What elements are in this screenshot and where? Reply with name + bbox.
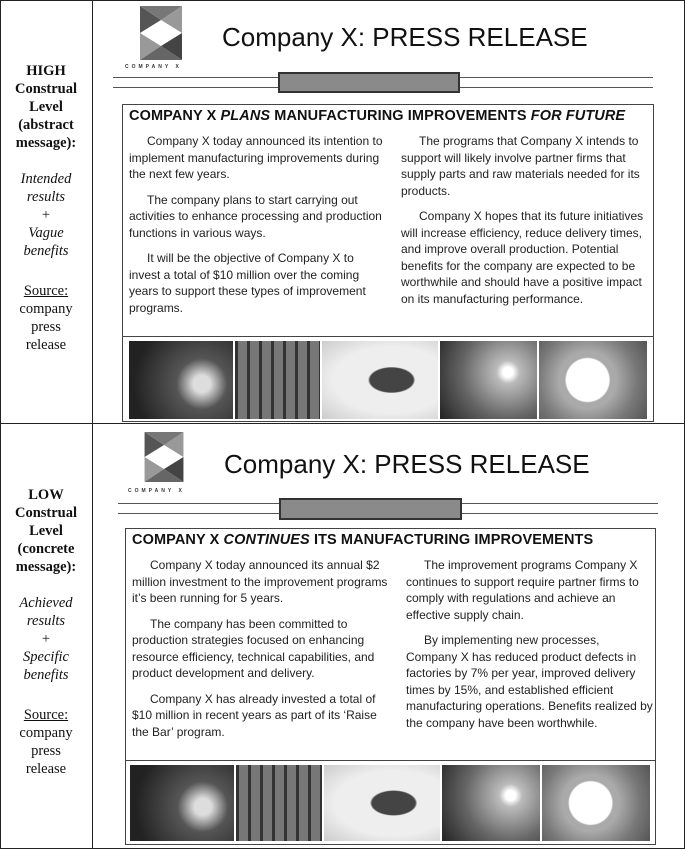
desc-line: Specific bbox=[23, 649, 69, 665]
construal-level-label bbox=[0, 62, 92, 152]
paragraph: The programs that Company X intends to support will likely involve partner firms that supply parts and raw materials needed for its products. bbox=[401, 134, 640, 198]
paragraph: Company X hopes that its future initiatives will increase efficiency, reduce delivery times, and improve overall production. Potential benefits for the company are expected to be worthwhile and should have a positive impact on its manufacturing performance. bbox=[401, 209, 644, 306]
paragraph: The improvement programs Company X continues to support require partner firms to comply with regulations and achieve an effective supply chain. bbox=[406, 558, 639, 622]
paragraph: Company X has already invested a total of $10 million in recent years as part of its ‘Raise the Bar’ program. bbox=[132, 691, 377, 739]
desc-line: benefits bbox=[23, 243, 69, 259]
source-line: company bbox=[19, 301, 73, 317]
source-line: release bbox=[25, 761, 67, 777]
level-line: Level bbox=[29, 99, 63, 115]
phone-notebook-photo bbox=[324, 765, 440, 841]
message-description bbox=[0, 594, 92, 684]
source-line: press bbox=[31, 319, 61, 335]
source-line: press bbox=[31, 743, 61, 759]
right-column bbox=[406, 557, 653, 740]
logo-text: COMPANY X bbox=[125, 64, 182, 70]
desc-line: + bbox=[41, 207, 51, 223]
left-column bbox=[132, 557, 390, 749]
factory-skyline-photo bbox=[442, 765, 540, 841]
desc-line: Vague bbox=[28, 225, 64, 241]
right-column bbox=[401, 133, 653, 316]
desc-line: results bbox=[26, 613, 66, 629]
desc-line: Intended bbox=[20, 171, 72, 187]
level-line: (abstract bbox=[18, 117, 74, 133]
desc-line: + bbox=[41, 631, 51, 647]
paragraph: The company plans to start carrying out activities to enhance processing and production functions in various ways. bbox=[129, 192, 382, 240]
cleanroom-photo bbox=[129, 341, 233, 419]
press-release-box bbox=[125, 528, 656, 845]
section-divider bbox=[0, 423, 685, 424]
level-line: LOW bbox=[28, 487, 64, 503]
source-label bbox=[0, 706, 92, 778]
source-label bbox=[0, 282, 92, 354]
source-line: company bbox=[19, 725, 73, 741]
phone-notebook-photo bbox=[322, 341, 438, 419]
photo-strip bbox=[130, 765, 650, 841]
logo-text: COMPANY X bbox=[128, 488, 185, 494]
desc-line: benefits bbox=[23, 667, 69, 683]
paragraph: The company has been committed to production strategies focused on enhancing resource efficiency, technical capabilities, and product development and delivery. bbox=[132, 616, 375, 680]
desc-line: results bbox=[26, 189, 66, 205]
paragraph: Company X today announced its intention to implement manufacturing improvements during the next few years. bbox=[129, 134, 383, 181]
level-line: Construal bbox=[14, 505, 78, 521]
level-line: message): bbox=[15, 135, 77, 151]
header-bar bbox=[279, 498, 462, 520]
press-release-box bbox=[122, 104, 654, 422]
level-line: (concrete bbox=[17, 541, 75, 557]
source-line: release bbox=[25, 337, 67, 353]
source-heading: Source: bbox=[23, 707, 69, 723]
satellite-dish-photo bbox=[542, 765, 650, 841]
header-bar bbox=[278, 72, 460, 93]
company-logo bbox=[143, 432, 185, 482]
paragraph: By implementing new processes, Company X has reduced product defects in factories by 7% per year, improved delivery times by 15%, and established efficient manufacturing operations. Benefits realized by the company have been worthwhile. bbox=[406, 633, 653, 730]
satellite-dish-photo bbox=[539, 341, 647, 419]
message-description bbox=[0, 170, 92, 260]
bottom-side-label bbox=[0, 486, 92, 778]
building-photo bbox=[236, 765, 322, 841]
source-heading: Source: bbox=[23, 283, 69, 299]
level-line: Construal bbox=[14, 81, 78, 97]
photo-divider bbox=[123, 336, 653, 337]
level-line: Level bbox=[29, 523, 63, 539]
photo-divider bbox=[126, 760, 655, 761]
level-line: message): bbox=[15, 559, 77, 575]
headline: COMPANY X CONTINUES ITS MANUFACTURING IMPROVEMENTS bbox=[132, 532, 594, 548]
cleanroom-photo bbox=[130, 765, 234, 841]
construal-level-label bbox=[0, 486, 92, 576]
building-photo bbox=[235, 341, 321, 419]
column-divider bbox=[92, 0, 93, 849]
level-line: HIGH bbox=[26, 63, 66, 79]
page-title: Company X: PRESS RELEASE bbox=[222, 22, 588, 52]
company-logo bbox=[140, 6, 182, 60]
paragraph: Company X today announced its annual $2 million investment to the improvement programs it’s been running for 5 years. bbox=[132, 558, 388, 605]
paragraph: It will be the objective of Company X to invest a total of $10 million over the coming years to support these types of improvement programs. bbox=[129, 251, 366, 315]
factory-skyline-photo bbox=[440, 341, 538, 419]
headline: COMPANY X PLANS MANUFACTURING IMPROVEMENTS FOR FUTURE bbox=[129, 108, 626, 124]
left-column bbox=[129, 133, 383, 325]
desc-line: Achieved bbox=[19, 595, 73, 611]
top-side-label bbox=[0, 62, 92, 354]
photo-strip bbox=[129, 341, 647, 419]
page-title: Company X: PRESS RELEASE bbox=[224, 449, 590, 479]
